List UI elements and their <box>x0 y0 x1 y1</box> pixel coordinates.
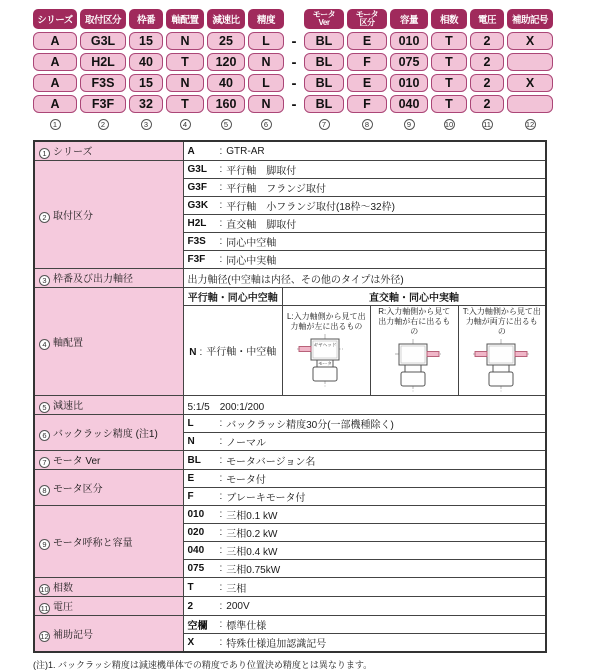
column-number: 6 <box>248 117 284 131</box>
row-label-motor-type: 8 モータ区分 <box>34 470 183 506</box>
code-cell: 120 <box>207 53 245 71</box>
arrangement-caption: T:入力軸側から見て出力軸が両方に出るもの <box>462 307 541 336</box>
code-cell: F <box>347 53 387 71</box>
table-row: 075 : 三相0.75kW <box>34 560 546 578</box>
column-header-ratio: 減速比 <box>207 9 245 29</box>
code-cell: 010 <box>390 74 428 92</box>
code-cell: F3F <box>80 95 126 113</box>
column-header-motor-type: モータ 区分 <box>347 9 387 29</box>
subheader-rightangle-solid: 直交軸・同心中実軸 <box>282 288 546 306</box>
row-label-backlash: 6 バックラッシ精度 (注1) <box>34 415 183 451</box>
arrangement-cell-left <box>282 306 370 396</box>
code-cell: A <box>33 53 77 71</box>
column-number: 5 <box>207 117 245 131</box>
table-row: 5 減速比 5:1/5 200:1/200 <box>34 396 546 415</box>
column-number: 9 <box>390 117 428 131</box>
code-column-auxiliary <box>507 9 553 131</box>
code-cell: T <box>431 32 467 50</box>
code-cell: 075 <box>390 53 428 71</box>
column-number: 1 <box>33 117 77 131</box>
table-row: 040 : 三相0.4 kW <box>34 542 546 560</box>
model-code-table <box>33 9 600 131</box>
separator-dash: - <box>291 53 297 71</box>
code-cell: N <box>166 32 204 50</box>
code-cell: BL <box>304 95 344 113</box>
code-cell: T <box>166 95 204 113</box>
code-cell: T <box>166 53 204 71</box>
code-cell: 40 <box>207 74 245 92</box>
code-cell <box>507 53 553 71</box>
row-label-ratio: 5 減速比 <box>34 396 183 415</box>
code-cell: F <box>347 95 387 113</box>
code-cell: 25 <box>207 32 245 50</box>
row-label-shaft-arrangement: 4 軸配置 <box>34 288 183 396</box>
code-cell: BL <box>304 53 344 71</box>
row-label-motor-capacity: 9 モータ呼称と容量 <box>34 506 183 578</box>
table-row: 10 相数 T : 三相 <box>34 578 546 597</box>
column-number: 2 <box>80 117 126 131</box>
code-column-shaft-arrangement <box>166 9 204 131</box>
row-label-voltage: 11 電圧 <box>34 597 183 616</box>
table-row: F3F : 同心中実軸 <box>34 251 546 269</box>
code-cell: X <box>507 74 553 92</box>
column-header-capacity: 容量 <box>390 9 428 29</box>
code-cell: 40 <box>129 53 163 71</box>
code-cell: 2 <box>470 74 504 92</box>
table-row: 020 : 三相0.2 kW <box>34 524 546 542</box>
table-row: 7 モータ Ver BL : モータバージョン名 <box>34 451 546 470</box>
table-row: 11 電圧 2 : 200V <box>34 597 546 616</box>
code-cell: A <box>33 32 77 50</box>
code-column-ratio <box>207 9 245 131</box>
column-header-precision: 精度 <box>248 9 284 29</box>
code-cell: L <box>248 74 284 92</box>
footnote-backlash: (注)1. バックラッシ精度は減速機単体での精度であり位置決め精度とは異なります。 <box>33 660 373 670</box>
spec-table <box>33 140 547 653</box>
column-header-mounting: 取付区分 <box>80 9 126 29</box>
code-cell: E <box>347 74 387 92</box>
row-label-frame-shaft-dia: 3 枠番及び出力軸径 <box>34 269 183 288</box>
table-row: 9 モータ呼称と容量 010 : 三相0.1 kW <box>34 506 546 524</box>
row-label-mounting: 2 取付区分 <box>34 161 183 269</box>
code-cell: 15 <box>129 74 163 92</box>
code-cell: 2 <box>470 32 504 50</box>
table-row: 6 バックラッシ精度 (注1) L : バックラッシ精度30分(一部機種除く) <box>34 415 546 433</box>
separator-dash: - <box>291 32 297 50</box>
separator-column <box>287 9 301 113</box>
arrangement-cell-both <box>458 306 546 396</box>
row-label-auxiliary: 12 補助記号 <box>34 616 183 653</box>
table-row <box>34 288 546 306</box>
arrangement-cell-right <box>370 306 458 396</box>
code-cell: 2 <box>470 95 504 113</box>
column-header-series: シリーズ <box>33 9 77 29</box>
column-number: 4 <box>166 117 204 131</box>
code-column-voltage <box>470 9 504 131</box>
subheader-parallel-hollow: 平行軸・同心中空軸 <box>183 288 282 306</box>
code-column-motor-type <box>347 9 387 131</box>
code-cell: X <box>507 32 553 50</box>
code-cell: 040 <box>390 95 428 113</box>
separator-dash: - <box>291 74 297 92</box>
arrangement-n-cell: N : 平行軸・中空軸 <box>183 306 282 396</box>
arrangement-caption: L:入力軸側から見て出力軸が左に出るもの <box>287 312 366 331</box>
code-column-series <box>33 9 77 131</box>
svg-text:ギヤヘッド: ギヤヘッド <box>313 342 337 348</box>
code-cell <box>507 95 553 113</box>
column-number: 7 <box>304 117 344 131</box>
code-cell: N <box>248 53 284 71</box>
column-number: 12 <box>525 119 535 129</box>
table-row: 8 モータ区分 E : モータ付 <box>34 470 546 488</box>
code-cell: L <box>248 32 284 50</box>
code-cell: N <box>248 95 284 113</box>
gearbox-diagram-right-output-icon <box>384 338 444 394</box>
column-number: 8 <box>347 117 387 131</box>
column-header-frame: 枠番 <box>129 9 163 29</box>
code-cell: H2L <box>80 53 126 71</box>
table-row: 1 シリーズ A : GTR-AR <box>34 141 546 161</box>
code-cell: BL <box>304 32 344 50</box>
row-label-series: 1 シリーズ <box>34 141 183 161</box>
table-row: 12 補助記号 空欄 : 標準仕様 <box>34 616 546 634</box>
row-label-motor-ver: 7 モータ Ver <box>34 451 183 470</box>
column-header-auxiliary: 補助記号 <box>507 9 553 29</box>
code-cell: T <box>431 74 467 92</box>
code-cell: 010 <box>390 32 428 50</box>
code-cell: T <box>431 95 467 113</box>
column-number: 11 <box>483 119 491 129</box>
gearbox-diagram-left-output-icon <box>296 333 356 389</box>
table-row: 3 枠番及び出力軸径 出力軸径(中空軸は内径、その他のタイプは外径) <box>34 269 546 288</box>
svg-text:モータ: モータ <box>318 361 333 367</box>
code-column-phase <box>431 9 467 131</box>
code-cell: BL <box>304 74 344 92</box>
code-cell: F3S <box>80 74 126 92</box>
code-cell: N <box>166 74 204 92</box>
code-cell: 160 <box>207 95 245 113</box>
code-cell: 15 <box>129 32 163 50</box>
column-header-motor-ver: モータ Ver <box>304 9 344 29</box>
code-cell: 32 <box>129 95 163 113</box>
code-column-frame <box>129 9 163 131</box>
table-row: N : ノーマル <box>34 433 546 451</box>
code-column-capacity <box>390 9 428 131</box>
column-number: 3 <box>129 117 163 131</box>
column-header-shaft-arrangement: 軸配置 <box>166 9 204 29</box>
code-cell: A <box>33 95 77 113</box>
table-row: G3F : 平行軸 フランジ取付 <box>34 179 546 197</box>
code-cell: E <box>347 32 387 50</box>
column-number: 10 <box>444 119 454 129</box>
code-cell: A <box>33 74 77 92</box>
table-row: F : ブレーキモータ付 <box>34 488 546 506</box>
code-cell: 2 <box>470 53 504 71</box>
column-header-phase: 相数 <box>431 9 467 29</box>
gearbox-diagram-both-output-icon <box>472 338 532 394</box>
code-column-precision <box>248 9 284 131</box>
arrangement-caption: R:入力軸側から見て出力軸が右に出るもの <box>378 307 451 336</box>
row-label-phase: 10 相数 <box>34 578 183 597</box>
table-row: F3S : 同心中空軸 <box>34 233 546 251</box>
table-row: H2L : 直交軸 脚取付 <box>34 215 546 233</box>
code-cell: G3L <box>80 32 126 50</box>
code-column-mounting <box>80 9 126 131</box>
table-row: 2 取付区分 G3L : 平行軸 脚取付 <box>34 161 546 179</box>
code-column-motor-ver <box>304 9 344 131</box>
table-row: G3K : 平行軸 小フランジ取付(18枠〜32枠) <box>34 197 546 215</box>
code-cell: T <box>431 53 467 71</box>
separator-dash: - <box>291 95 297 113</box>
column-header-voltage: 電圧 <box>470 9 504 29</box>
table-row: X : 特殊仕様追加認識記号 <box>34 634 546 653</box>
